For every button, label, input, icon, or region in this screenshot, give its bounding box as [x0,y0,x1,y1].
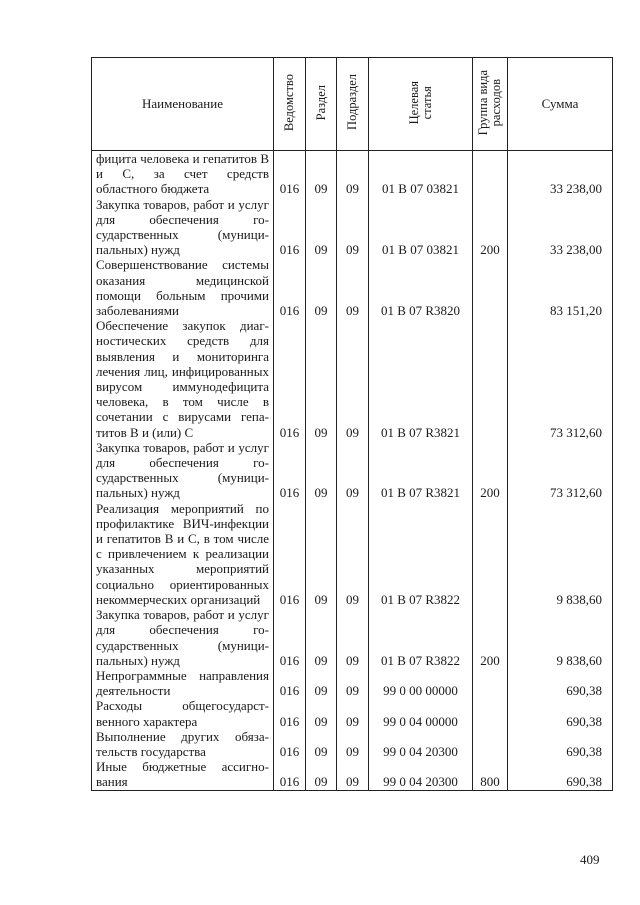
row-sum: 690,38 [508,698,613,728]
row-group [473,698,508,728]
table-row [92,729,613,759]
row-subsection: 09 [337,318,369,440]
row-target: 99 0 04 20300 [369,759,473,790]
row-name: Иные бюджетные ассигнования [92,759,274,790]
row-department: 016 [274,698,306,728]
row-group: 200 [473,440,508,501]
row-sum: 9 838,60 [508,501,613,607]
row-department: 016 [274,318,306,440]
row-group [473,318,508,440]
header-target: Целевая статья [369,58,473,151]
row-department: 016 [274,759,306,790]
row-sum: 73 312,60 [508,318,613,440]
row-sum: 690,38 [508,668,613,698]
header-expense-group: Группа вида расходов [473,58,508,151]
row-subsection: 09 [337,151,369,197]
row-subsection: 09 [337,698,369,728]
row-group [473,257,508,318]
row-name: Закупка товаров, работ и услуг для обеспечения государственных (муниципальных) нужд [92,197,274,258]
row-name: Расходы общегосударственного характера [92,698,274,728]
row-sum: 33 238,00 [508,151,613,197]
row-name: Реализация мероприятий по профилактике ВИЧ-инфекции и гепатитов В и С, в том числе с привлечением к реализации указанных мероприятий социально ориентированных некоммерческих организаций [92,501,274,607]
row-target: 01 В 07 R3822 [369,501,473,607]
row-section: 09 [306,729,337,759]
row-target: 01 В 07 R3821 [369,440,473,501]
row-group [473,501,508,607]
row-subsection: 09 [337,759,369,790]
row-target: 01 В 07 R3822 [369,607,473,668]
table-row [92,440,613,501]
row-sum: 83 151,20 [508,257,613,318]
row-target: 99 0 04 00000 [369,698,473,728]
row-department: 016 [274,440,306,501]
row-sum: 33 238,00 [508,197,613,258]
row-section: 09 [306,151,337,197]
row-subsection: 09 [337,197,369,258]
table-row [92,698,613,728]
header-section: Раздел [306,58,337,151]
row-section: 09 [306,501,337,607]
table-row [92,257,613,318]
row-section: 09 [306,318,337,440]
header-name: Наименование [92,58,274,151]
row-group [473,151,508,197]
row-group: 800 [473,759,508,790]
row-section: 09 [306,440,337,501]
table-row [92,197,613,258]
row-sum: 9 838,60 [508,607,613,668]
row-department: 016 [274,607,306,668]
row-target: 01 В 07 03821 [369,151,473,197]
row-subsection: 09 [337,440,369,501]
row-group: 200 [473,197,508,258]
header-sum: Сумма [508,58,613,151]
row-target: 01 В 07 R3821 [369,318,473,440]
row-name: Закупка товаров, работ и услуг для обеспечения государственных (муниципальных) нужд [92,440,274,501]
row-section: 09 [306,197,337,258]
table-row [92,759,613,790]
row-name: фицита человека и гепатитов В и С, за счет средств областного бюджета [92,151,274,197]
row-department: 016 [274,729,306,759]
header-row [92,58,613,151]
row-department: 016 [274,668,306,698]
row-sum: 73 312,60 [508,440,613,501]
row-group [473,729,508,759]
header-subsection: Подраздел [337,58,369,151]
table-row [92,318,613,440]
budget-table [91,57,613,791]
row-name: Обеспечение закупок диагностических средств для выявления и мониторинга лечения лиц, инфицированных вирусом иммунодефицита человека, в том числе в сочетании с вирусами гепатитов В и (или) С [92,318,274,440]
table-row [92,668,613,698]
row-department: 016 [274,197,306,258]
row-target: 01 В 07 03821 [369,197,473,258]
row-subsection: 09 [337,729,369,759]
row-department: 016 [274,257,306,318]
row-department: 016 [274,151,306,197]
row-name: Закупка товаров, работ и услуг для обеспечения государственных (муниципальных) нужд [92,607,274,668]
row-subsection: 09 [337,257,369,318]
row-section: 09 [306,759,337,790]
row-sum: 690,38 [508,759,613,790]
row-section: 09 [306,668,337,698]
table-row [92,501,613,607]
row-sum: 690,38 [508,729,613,759]
row-name: Совершенствование системы оказания медицинской помощи больным прочими заболеваниями [92,257,274,318]
row-section: 09 [306,698,337,728]
row-name: Выполнение других обязательств государства [92,729,274,759]
row-subsection: 09 [337,501,369,607]
row-group [473,668,508,698]
table-row [92,607,613,668]
row-target: 99 0 04 20300 [369,729,473,759]
header-department: Ведомство [274,58,306,151]
row-section: 09 [306,257,337,318]
row-target: 01 В 07 R3820 [369,257,473,318]
page-number: 409 [580,852,600,867]
row-subsection: 09 [337,607,369,668]
table-row [92,151,613,197]
row-section: 09 [306,607,337,668]
row-group: 200 [473,607,508,668]
row-target: 99 0 00 00000 [369,668,473,698]
table-body [92,151,613,791]
row-department: 016 [274,501,306,607]
row-name: Непрограммные направления деятельности [92,668,274,698]
row-subsection: 09 [337,668,369,698]
